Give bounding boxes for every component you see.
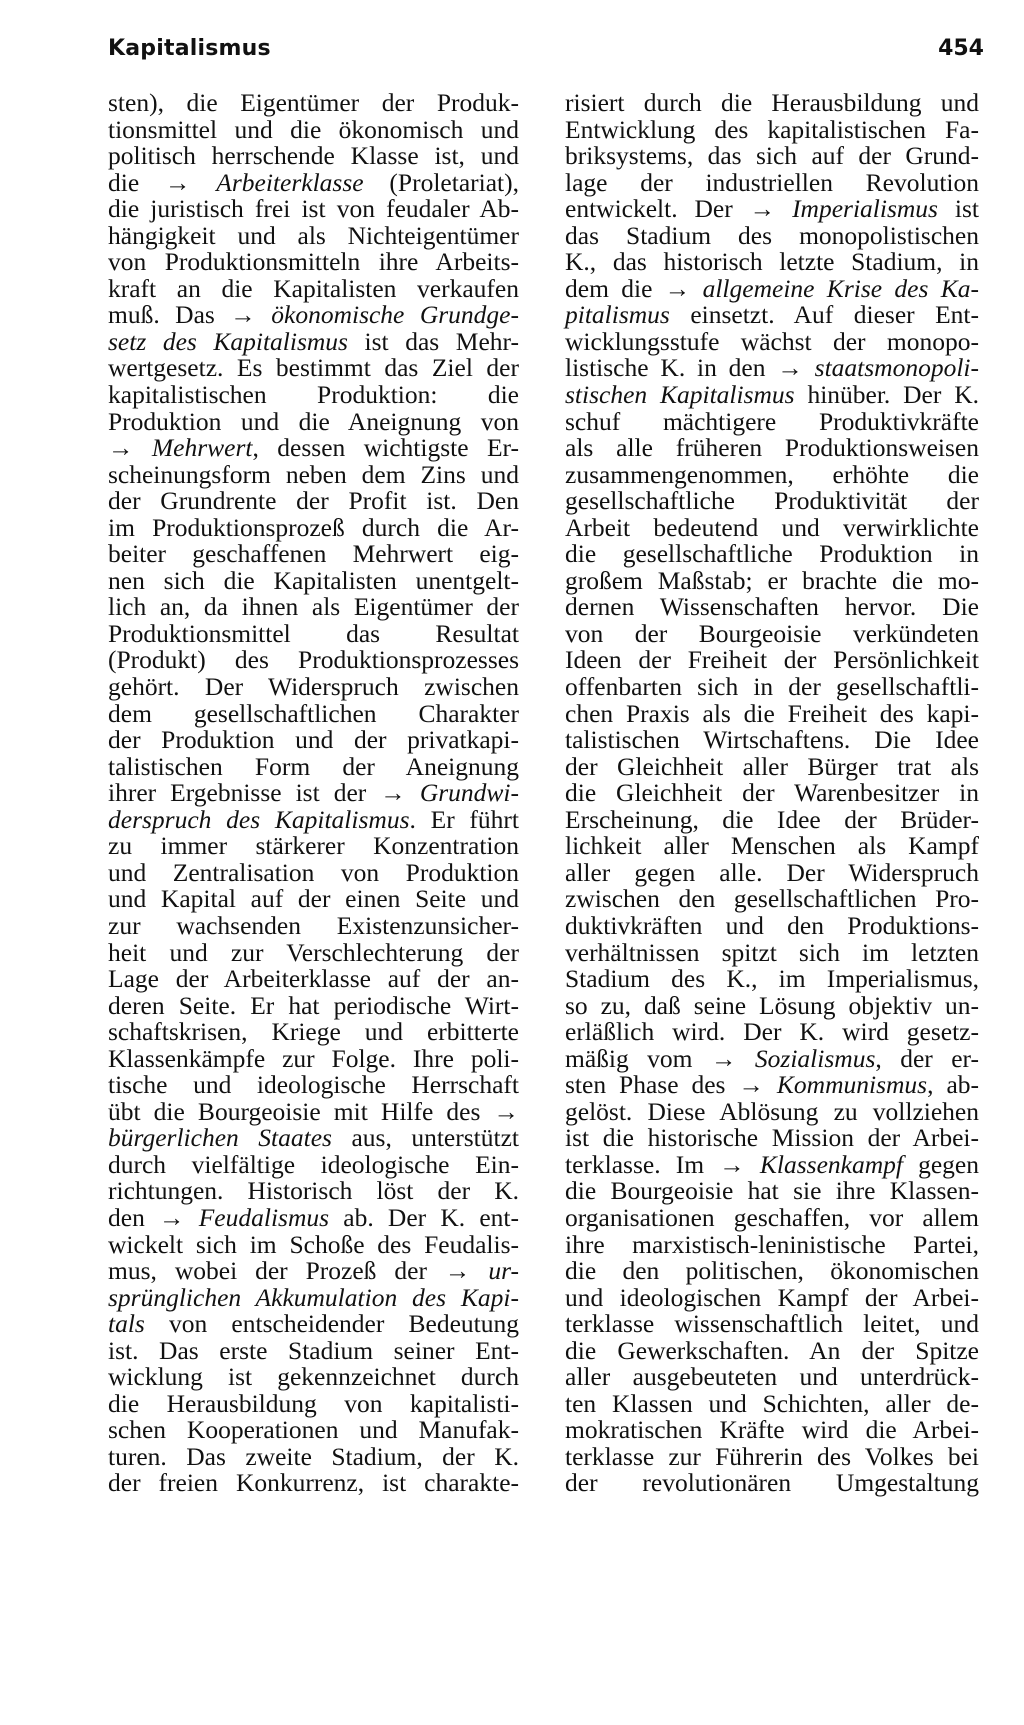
text-line: muß. Das → ökonomische Grundge- <box>108 300 519 330</box>
text-line: terklasse wissenschaftlich leitet, und <box>565 1309 979 1339</box>
text-line: gelöst. Diese Ablösung zu vollziehen <box>565 1096 979 1126</box>
text-line: aller ausgebeuteten und unterdrück- <box>565 1362 979 1392</box>
text-line: turen. Das zweite Stadium, der K. <box>108 1441 519 1471</box>
text-line: derspruch des Kapitalismus. Er führt <box>108 804 519 834</box>
text-line: terklasse zur Führerin des Volkes bei <box>565 1441 979 1471</box>
text-line: gesellschaftliche Produktivität der <box>565 486 979 516</box>
text-line: organisationen geschaffen, vor allem <box>565 1202 979 1232</box>
text-line: (Produkt) des Produktionsprozesses <box>108 645 519 675</box>
text-line: und Zentralisation von Produktion <box>108 857 519 887</box>
text-line: zur wachsenden Existenzunsicher- <box>108 910 519 940</box>
text-line: kapitalistischen Produktion: die <box>108 380 519 410</box>
cross-reference-term: tals <box>108 1309 145 1339</box>
cross-reference-term: staatsmonopoli- <box>814 353 979 383</box>
text-line: nen sich die Kapitalisten unentgelt- <box>108 565 519 595</box>
text-line: der Produktion und der privatkapi- <box>108 725 519 755</box>
text-line: stischen Kapitalismus hinüber. Der K. <box>565 380 979 410</box>
text-line: talistischen Wirtschaftens. Die Idee <box>565 725 979 755</box>
text-line: der Grundrente der Profit ist. Den <box>108 486 519 516</box>
text-line: die Bourgeoisie hat sie ihre Klassen- <box>565 1176 979 1206</box>
text-line: tische und ideologische Herrschaft <box>108 1070 519 1100</box>
text-line: offenbarten sich in der gesellschaftli- <box>565 672 979 702</box>
page-header <box>108 36 984 70</box>
text-line: entwickelt. Der → Imperialismus ist <box>565 194 979 224</box>
text-line: durch vielfältige ideologische Ein- <box>108 1149 519 1179</box>
cross-reference-term: derspruch des Kapitalismus <box>108 804 410 834</box>
text-line: schen Kooperationen und Manufak- <box>108 1415 519 1445</box>
text-line: die Gewerkschaften. An der Spitze <box>565 1335 979 1365</box>
text-line: das Stadium des monopolistischen <box>565 220 979 250</box>
text-line: tionsmittel und die ökonomisch und <box>108 114 519 144</box>
text-line: Stadium des K., im Imperialismus, <box>565 964 979 994</box>
text-line: als alle früheren Produktionsweisen <box>565 433 979 463</box>
text-line: der freien Konkurrenz, ist charakte- <box>108 1468 519 1498</box>
text-line: risiert durch die Herausbildung und <box>565 88 979 117</box>
cross-reference-term: Kommunismus <box>776 1070 928 1100</box>
cross-reference-term: Imperialismus <box>792 194 938 224</box>
text-line: Erscheinung, die Idee der Brüder- <box>565 804 979 834</box>
cross-reference-term: stischen Kapitalismus <box>565 380 795 410</box>
text-line: der revolutionären Umgestaltung <box>565 1468 979 1498</box>
text-line: wicklung ist gekennzeichnet durch <box>108 1362 519 1392</box>
text-line: schaftskrisen, Kriege und erbitterte <box>108 1017 519 1047</box>
text-line: von der Bourgeoisie verkündeten <box>565 618 979 648</box>
text-line: Produktionsmittel das Resultat <box>108 618 519 648</box>
text-line: chen Praxis als die Freiheit des kapi- <box>565 698 979 728</box>
text-line: hängigkeit und als Nichteigentümer <box>108 220 519 250</box>
cross-reference-term: Mehrwert <box>151 433 253 463</box>
cross-reference-term: Arbeiterklasse <box>216 167 364 197</box>
text-line: ist. Das erste Stadium seiner Ent- <box>108 1335 519 1365</box>
text-line: mus, wobei der Prozeß der → ur- <box>108 1256 519 1286</box>
text-line: talistischen Form der Aneignung <box>108 751 519 781</box>
cross-reference-term: sprünglichen Akkumulation des Kapi- <box>108 1282 519 1312</box>
text-line: von Produktionsmitteln ihre Arbeits- <box>108 247 519 277</box>
cross-reference-term: Feudalismus <box>198 1202 330 1232</box>
cross-reference-term: Grundwi- <box>419 778 519 808</box>
text-line: zwischen den gesellschaftlichen Pro- <box>565 884 979 914</box>
text-line: die gesellschaftliche Produktion in <box>565 539 979 569</box>
text-line: übt die Bourgeoisie mit Hilfe des → <box>108 1096 519 1126</box>
text-line: die → Arbeiterklasse (Proletariat), <box>108 167 519 197</box>
text-line: wertgesetz. Es bestimmt das Ziel der <box>108 353 519 383</box>
text-line: beiter geschaffenen Mehrwert eig- <box>108 539 519 569</box>
text-line: und Kapital auf der einen Seite und <box>108 884 519 914</box>
text-line: die Herausbildung von kapitalisti- <box>108 1388 519 1418</box>
text-line: lichkeit aller Menschen als Kampf <box>565 831 979 861</box>
text-line: lage der industriellen Revolution <box>565 167 979 197</box>
text-column-left <box>108 90 519 1497</box>
text-line: dem gesellschaftlichen Charakter <box>108 698 519 728</box>
text-line: ihre marxistisch-leninistische Partei, <box>565 1229 979 1259</box>
text-line: Entwicklung des kapitalistischen Fa- <box>565 114 979 144</box>
text-line: tals von entscheidender Bedeutung <box>108 1309 519 1339</box>
text-line: Arbeit bedeutend und verwirklichte <box>565 512 979 542</box>
text-line: duktivkräften und den Produktions- <box>565 910 979 940</box>
text-line: briksystems, das sich auf der Grund- <box>565 141 979 171</box>
text-line: und ideologischen Kampf der Arbei- <box>565 1282 979 1312</box>
text-line: lich an, da ihnen als Eigentümer der <box>108 592 519 622</box>
text-line: der Gleichheit aller Bürger trat als <box>565 751 979 781</box>
text-line: ist die historische Mission der Arbei- <box>565 1123 979 1153</box>
text-line: Ideen der Freiheit der Persönlichkeit <box>565 645 979 675</box>
text-line: sten Phase des → Kommunismus, ab- <box>565 1070 980 1100</box>
text-line: zusammengenommen, erhöhte die <box>565 459 979 489</box>
text-line: im Produktionsprozeß durch die Ar- <box>108 512 519 542</box>
text-line: K., das historisch letzte Stadium, in <box>565 247 979 277</box>
cross-reference-term: ökonomische Grundge- <box>271 300 519 330</box>
text-line: aller gegen alle. Der Widerspruch <box>565 857 979 887</box>
text-line: die juristisch frei ist von feudaler Ab- <box>108 194 519 224</box>
text-line: sten), die Eigentümer der Produk- <box>108 88 519 117</box>
text-line: gehört. Der Widerspruch zwischen <box>108 672 519 702</box>
text-line: kraft an die Kapitalisten verkaufen <box>108 273 519 303</box>
text-line: richtungen. Historisch löst der K. <box>108 1176 519 1206</box>
text-line: ten Klassen und Schichten, aller de- <box>565 1388 979 1418</box>
text-line: verhältnissen spitzt sich im letzten <box>565 937 979 967</box>
cross-reference-term: allgemeine Krise des Ka- <box>702 273 979 303</box>
text-line: die den politischen, ökonomischen <box>565 1256 979 1286</box>
text-line: wickelt sich im Schoße des Feudalis- <box>108 1229 519 1259</box>
cross-reference-term: Klassenkampf <box>759 1149 903 1179</box>
cross-reference-term: ur- <box>488 1256 519 1286</box>
text-line: scheinungsform neben dem Zins und <box>108 459 519 489</box>
text-line: die Gleichheit der Warenbesitzer in <box>565 778 979 808</box>
text-line: Klassenkämpfe zur Folge. Ihre poli- <box>108 1043 519 1073</box>
cross-reference-term: Sozialismus <box>754 1043 876 1073</box>
text-line: den → Feudalismus ab. Der K. ent- <box>108 1202 519 1232</box>
cross-reference-term: bürgerlichen Staates <box>108 1123 332 1153</box>
text-line: wicklungsstufe wächst der monopo- <box>565 326 979 356</box>
text-line: ihrer Ergebnisse ist der → Grundwi- <box>108 778 519 808</box>
text-line: Produktion und die Aneignung von <box>108 406 519 436</box>
text-line: pitalismus einsetzt. Auf dieser Ent- <box>565 300 979 330</box>
text-line: setz des Kapitalismus ist das Mehr- <box>108 326 519 356</box>
running-head-title: Kapitalismus <box>108 36 271 61</box>
text-line: so zu, daß seine Lösung objektiv un- <box>565 990 979 1020</box>
text-line: terklasse. Im → Klassenkampf gegen <box>565 1149 979 1179</box>
text-line: schuf mächtigere Produktivkräfte <box>565 406 979 436</box>
text-line: großem Maßstab; er brachte die mo- <box>565 565 979 595</box>
cross-reference-term: setz des Kapitalismus <box>108 326 348 356</box>
text-column-right <box>565 90 979 1497</box>
cross-reference-term: pitalismus <box>565 300 670 330</box>
text-line: Lage der Arbeiterklasse auf der an- <box>108 964 519 994</box>
text-line: erläßlich wird. Der K. wird gesetz- <box>565 1017 979 1047</box>
page-number: 454 <box>938 36 984 61</box>
text-line: politisch herrschende Klasse ist, und <box>108 141 519 171</box>
text-line: mäßig vom → Sozialismus, der er- <box>565 1043 979 1073</box>
text-line: bürgerlichen Staates aus, unterstützt <box>108 1123 519 1153</box>
text-line <box>108 1282 519 1312</box>
text-line: dernen Wissenschaften hervor. Die <box>565 592 979 622</box>
text-line: listische K. in den → staatsmonopoli- <box>565 353 979 383</box>
text-line: zu immer stärkerer Konzentration <box>108 831 519 861</box>
text-line: deren Seite. Er hat periodische Wirt- <box>108 990 519 1020</box>
text-line: → Mehrwert, dessen wichtigste Er- <box>108 433 519 463</box>
text-line: mokratischen Kräfte wird die Arbei- <box>565 1415 979 1445</box>
text-line: dem die → allgemeine Krise des Ka- <box>565 273 979 303</box>
text-line: heit und zur Verschlechterung der <box>108 937 519 967</box>
